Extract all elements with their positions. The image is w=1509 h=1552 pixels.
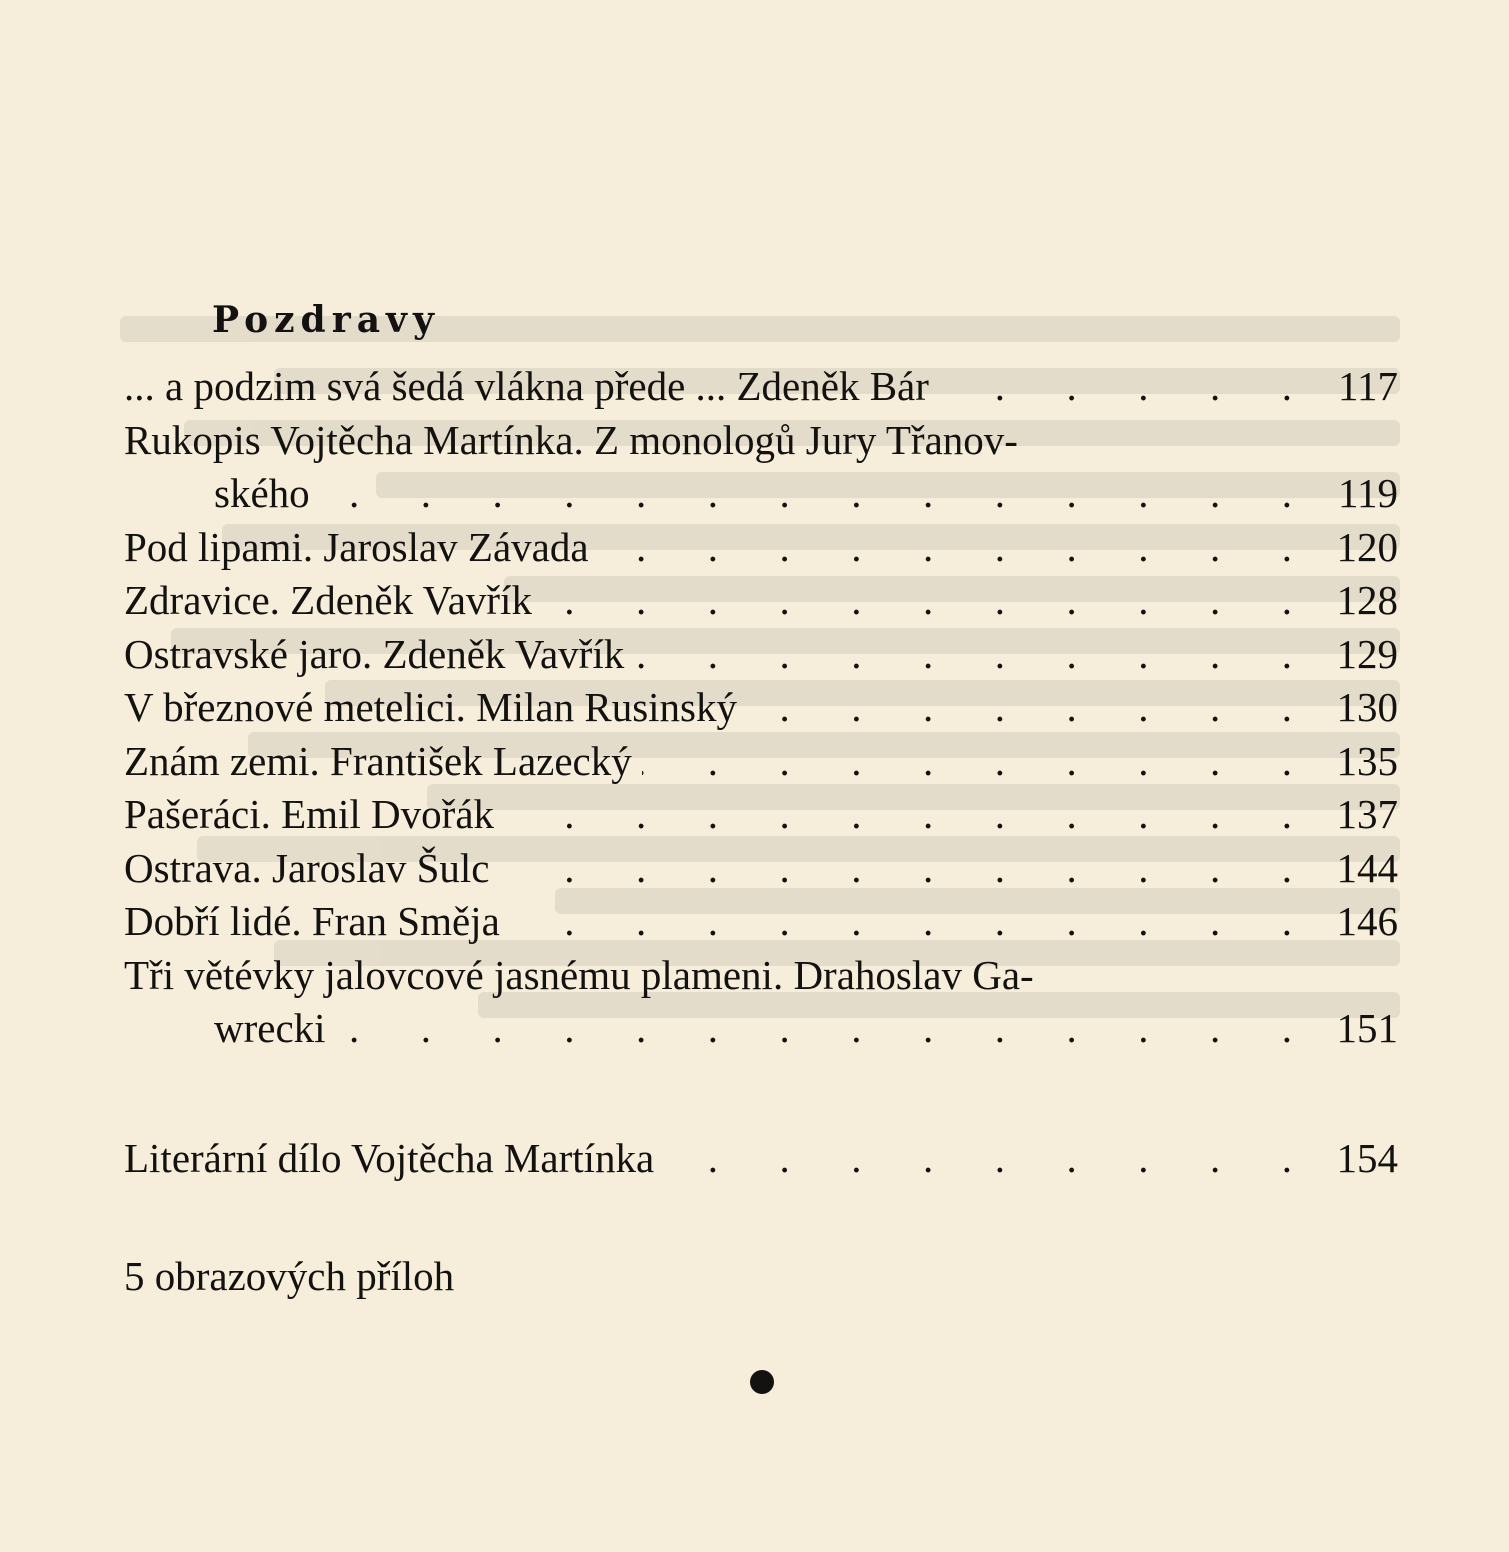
toc-entry-page: 117 xyxy=(1338,363,1398,409)
toc-entry-title-continued: wrecki xyxy=(214,1005,326,1051)
leader-dots xyxy=(634,628,1292,682)
toc-entry-page: 120 xyxy=(1336,523,1398,570)
toc-entry xyxy=(124,360,1398,414)
table-of-contents xyxy=(124,360,1398,1185)
toc-entry-page: 130 xyxy=(1336,684,1398,730)
toc-entry xyxy=(124,735,1398,789)
leader-dots xyxy=(336,1002,1292,1056)
leader-dots xyxy=(642,735,1292,789)
toc-entry xyxy=(124,788,1398,842)
toc-entry-title: Tři větévky jalovcové jasnému plameni. Drahoslav Ga- xyxy=(124,951,1034,998)
toc-entry-title: Dobří lidé. Fran Směja xyxy=(124,898,500,944)
toc-entry-title: V březnové metelici. Milan Rusinský xyxy=(124,684,737,730)
toc-entry-page: 128 xyxy=(1336,577,1398,623)
toc-entry xyxy=(124,842,1398,896)
toc-entry-title: Ostrava. Jaroslav Šulc xyxy=(124,844,490,891)
toc-entry-page: 146 xyxy=(1336,898,1398,944)
toc-entry-title: Literární dílo Vojtěcha Martínka xyxy=(124,1134,655,1181)
toc-entry xyxy=(124,895,1398,949)
toc-entry xyxy=(124,949,1398,1056)
toc-entry-title: Pašeráci. Emil Dvořák xyxy=(124,791,495,837)
section-heading: Pozdravy xyxy=(212,299,440,341)
plates-note: 5 obrazových příloh xyxy=(124,1253,455,1299)
toc-entry xyxy=(124,414,1398,521)
leader-dots xyxy=(510,895,1292,949)
toc-entry-page: 137 xyxy=(1336,791,1398,837)
toc-entry-title: Ostravské jaro. Zdeněk Vavřík xyxy=(124,630,625,677)
toc-entry-title: Zdravice. Zdeněk Vavřík xyxy=(124,577,532,623)
toc-entry-page: 129 xyxy=(1336,630,1398,677)
end-bullet-ornament xyxy=(750,1370,774,1394)
toc-entry-title-continued: ského xyxy=(214,470,310,516)
toc-entry xyxy=(124,681,1398,735)
leader-dots xyxy=(504,788,1292,842)
leader-dots xyxy=(939,360,1292,414)
toc-entry xyxy=(124,574,1398,628)
toc-appendix-entry xyxy=(124,1132,1398,1186)
leader-dots xyxy=(747,681,1292,735)
leader-dots xyxy=(664,1132,1292,1186)
toc-entry-title: ... a podzim svá šedá vlákna přede ... Zdeněk Bár xyxy=(124,363,929,409)
toc-entry-page: 144 xyxy=(1336,844,1398,891)
toc-entry xyxy=(124,628,1398,682)
leader-dots xyxy=(542,574,1292,628)
toc-entry-page: 151 xyxy=(1336,1005,1398,1051)
leader-dots xyxy=(500,842,1293,896)
toc-entry-title: Pod lipami. Jaroslav Závada xyxy=(124,523,589,570)
toc-entry-title: Rukopis Vojtěcha Martínka. Z monologů Jury Třanov- xyxy=(124,416,1018,463)
toc-entry-page: 154 xyxy=(1336,1134,1398,1181)
toc-entry-page: 119 xyxy=(1338,470,1398,516)
toc-entry-title: Znám zemi. František Lazecký xyxy=(124,737,632,784)
leader-dots xyxy=(599,521,1292,575)
toc-entry-page: 135 xyxy=(1336,737,1398,784)
toc-entry xyxy=(124,521,1398,575)
leader-dots xyxy=(320,467,1292,521)
